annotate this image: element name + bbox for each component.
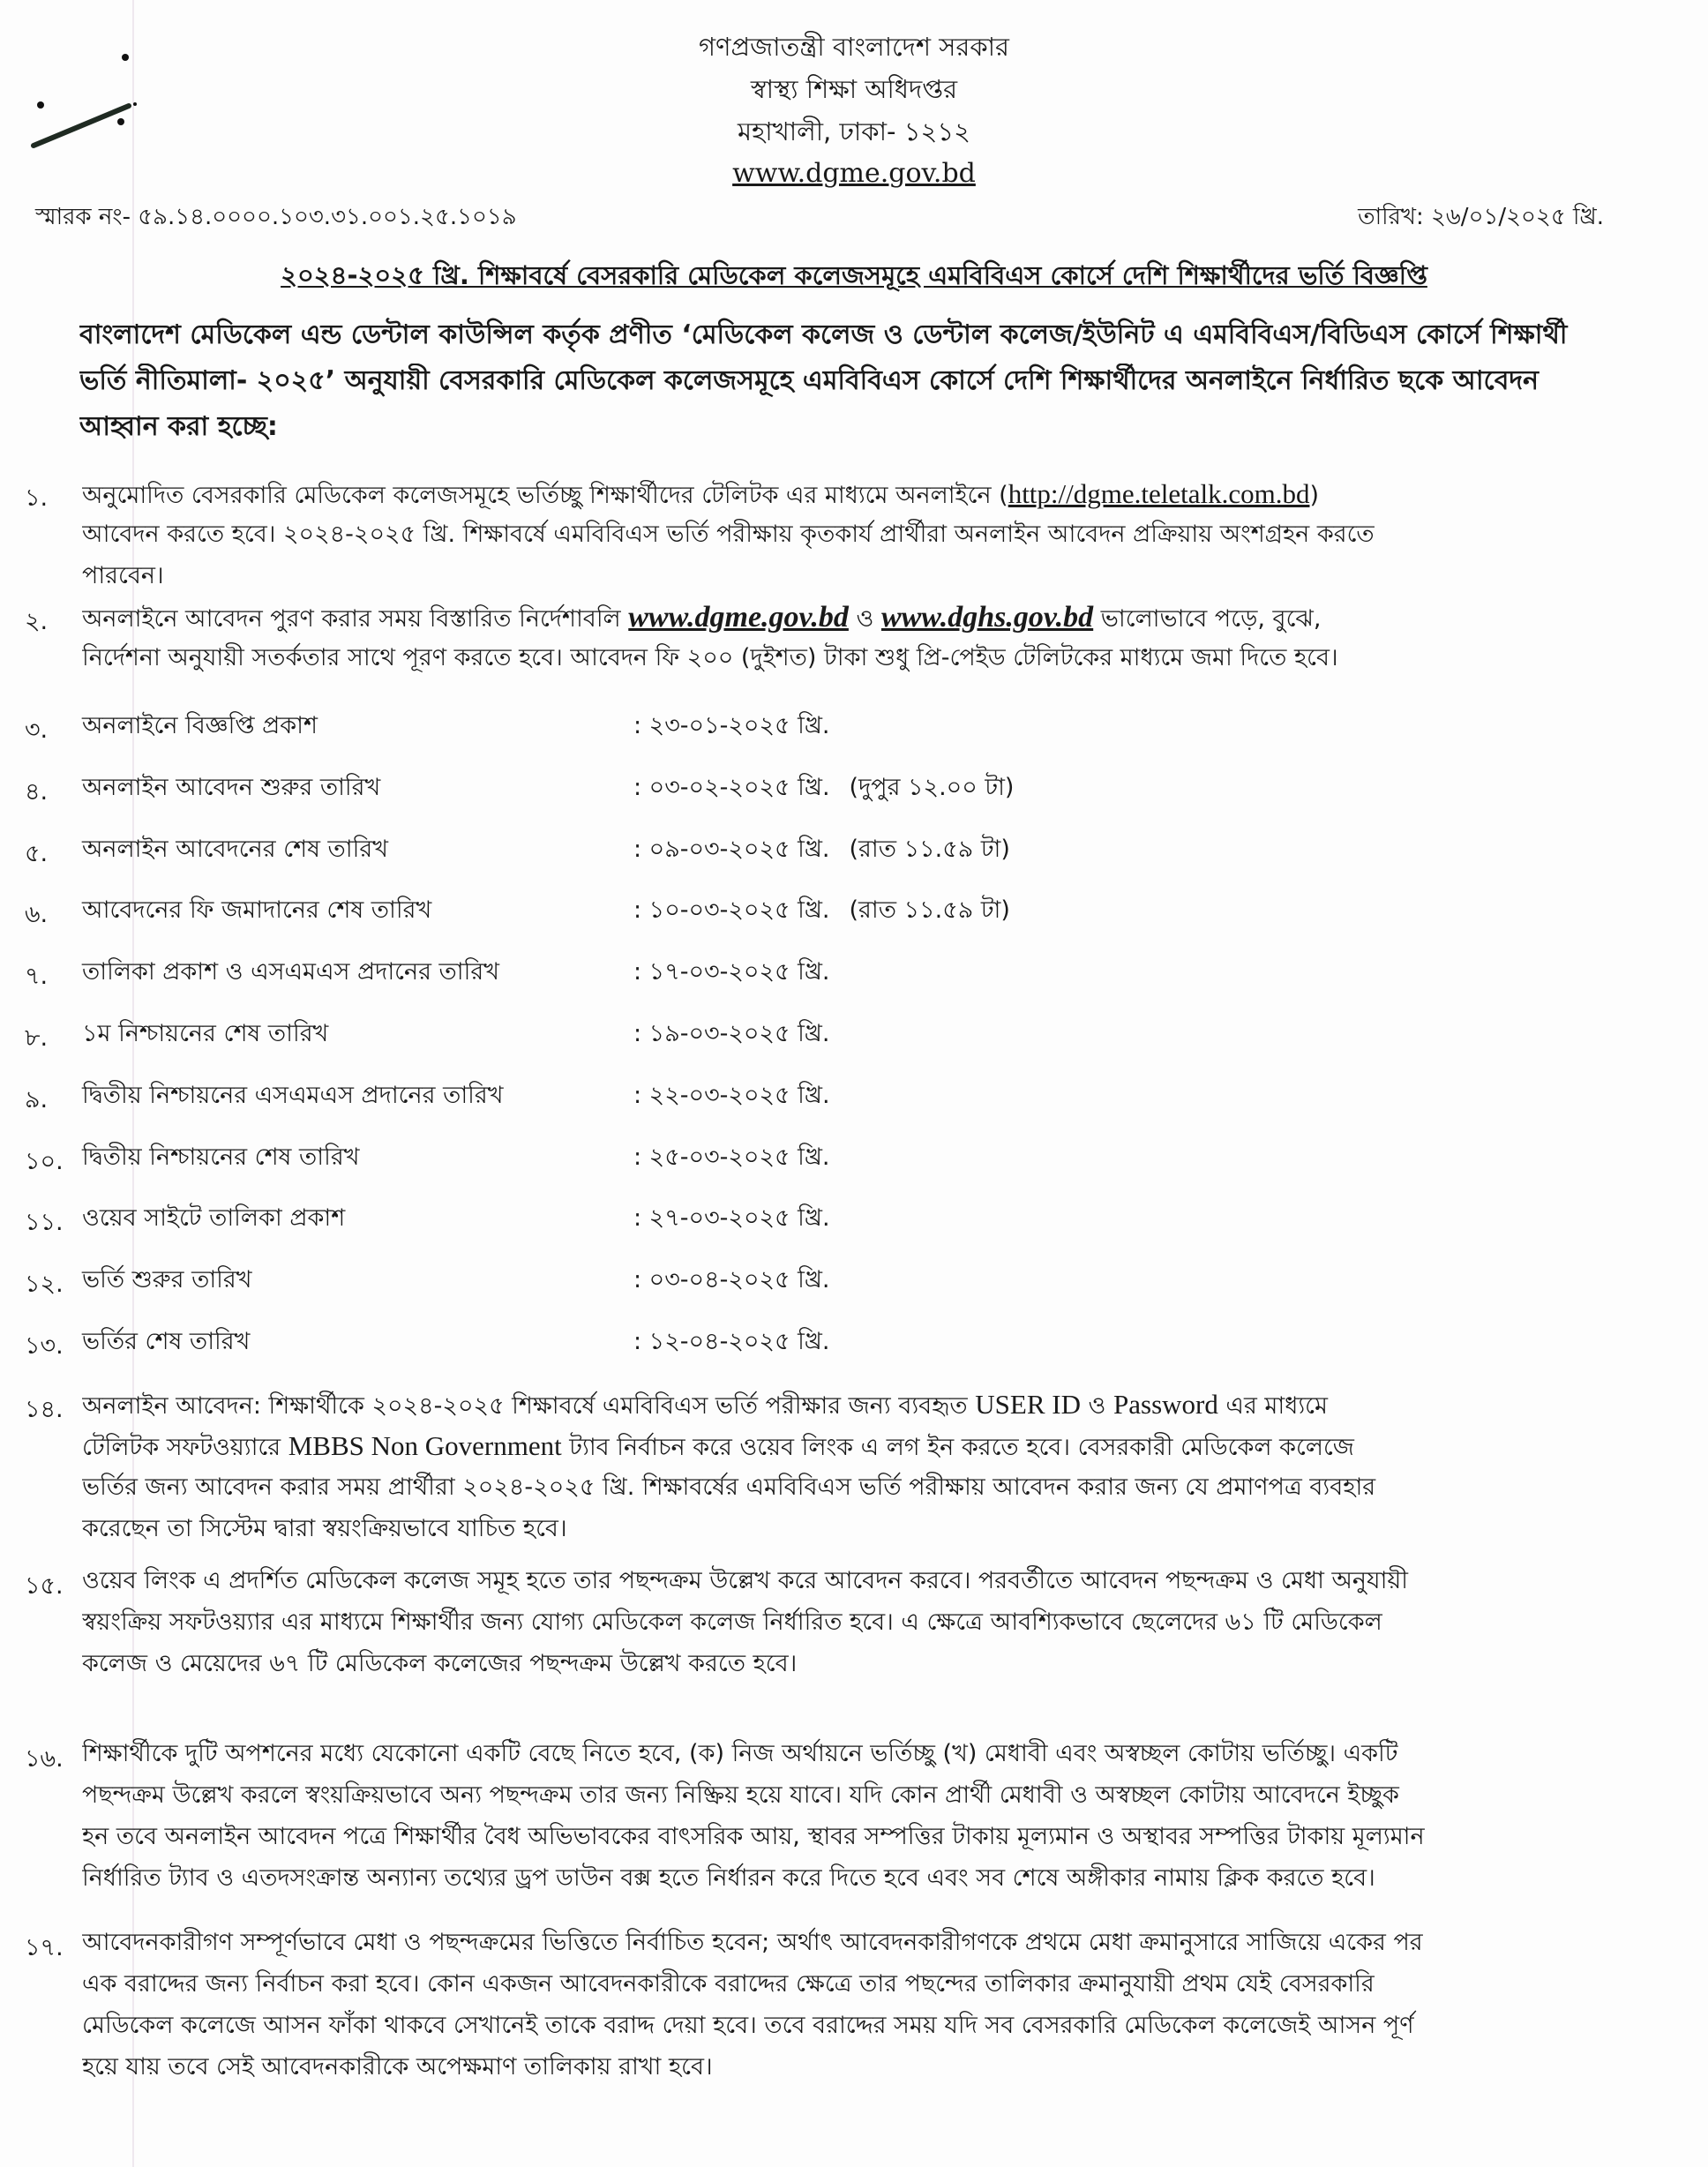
item-text: অনলাইন আবেদন: শিক্ষার্থীকে ২০২৪-২০২৫ শিক্ষাবর্ষে এমবিবিএস ভর্তি পরীক্ষার জন্য ব্যবহৃত [82,1392,976,1420]
item-number: ৮. [25,1024,49,1052]
schedule-label: অনলাইন আবেদন শুরুর তারিখ [82,774,381,801]
item-15-line: স্বয়ংক্রিয় সফটওয়্যার এর মাধ্যমে শিক্ষার্থীর জন্য যোগ্য মেডিকেল কলেজ নির্ধারিত হবে। এ ক্ষেত্রে আবশ্যিকভাবে ছেলেদের ৬১ টি মেডিকেল [82,1608,1382,1636]
intro-line: বাংলাদেশ মেডিকেল এন্ড ডেন্টাল কাউন্সিল কর্তৃক প্রণীত ‘মেডিকেল কলেজ ও ডেন্টাল কলেজ/ইউনিট এ এমবিবিএস/বিডিএস কোর্সে শিক্ষার্থী [79,319,1568,350]
schedule-time: (রাত ১১.৫৯ টা) [849,896,1010,924]
item-number: ২. [25,608,49,635]
schedule-date [633,1263,830,1298]
schedule-label: অনলাইনে বিজ্ঞপ্তি প্রকাশ [82,712,318,739]
memo-number: স্মারক নং- ৫৯.১৪.০০০০.১০৩.৩১.০০১.২৫.১০১৯ [35,204,517,230]
item-17-line: এক বরাদ্দের জন্য নির্বাচন করা হবে। কোন একজন আবেদনকারীকে বরাদ্দের ক্ষেত্রে তার পছন্দের তালিকার ক্রমানুযায়ী প্রথম যেই বেসরকারি [82,1970,1375,1998]
item-number: ১৭. [25,1934,64,1961]
schedule-date-value: : ০৩-০৪-২০২৫ খ্রি. [633,1266,830,1293]
schedule-time: (রাত ১১.৫৯ টা) [849,836,1010,863]
item-14-line: করেছেন তা সিস্টেম দ্বারা স্বয়ংক্রিয়ভাবে যাচিত হবে। [82,1515,567,1542]
schedule-date-value: : ১৭-০৩-২০২৫ খ্রি. [633,958,830,986]
item-number: ১৪. [25,1396,64,1423]
item-text: USER ID [975,1389,1081,1420]
item-number: ১. [25,484,49,512]
gov-name: গণপ্রজাতন্ত্রী বাংলাদেশ সরকার [698,32,1010,62]
website-link[interactable]: www.dgme.gov.bd [732,158,976,189]
schedule-date [633,770,1014,806]
item-1-line: আবেদন করতে হবে। ২০২৪-২০২৫ খ্রি. শিক্ষাবর্ষে এমবিবিএস ভর্তি পরীক্ষায় কৃতকার্য প্রার্থীরা অনলাইন আবেদন প্রক্রিয়ায় অংশগ্রহন করতে [82,521,1375,548]
item-number: ৩. [25,716,49,744]
notice-title: ২০২৪-২০২৫ খ্রি. শিক্ষাবর্ষে বেসরকারি মেডিকেল কলেজসমূহে এমবিবিএস কোর্সে দেশি শিক্ষার্থীদের ভর্তি বিজ্ঞপ্তি [281,260,1427,290]
item-number: ১১. [25,1209,64,1236]
item-16-line: শিক্ষার্থীকে দুটি অপশনের মধ্যে যেকোনো একটি বেছে নিতে হবে, (ক) নিজ অর্থায়নে ভর্তিচ্ছু (খ) মেধাবী এবং অস্বচ্ছল কোটায় ভর্তিচ্ছু। একটি [82,1740,1398,1767]
schedule-date [633,1016,829,1052]
dghs-link[interactable]: www.dghs.gov.bd [880,601,1094,634]
item-text: ভালোভাবে পড়ে, বুঝে, [1093,605,1322,633]
department-name: স্বাস্থ্য শিক্ষা অধিদপ্তর [750,74,958,104]
schedule-label: দ্বিতীয় নিশ্চায়নের শেষ তারিখ [82,1143,360,1171]
teletalk-link[interactable]: http://dgme.teletalk.com.bd [1008,478,1310,509]
item-14-line [82,1428,1604,1466]
item-text: এর মাধ্যমে [1217,1392,1329,1420]
schedule-date [633,1078,830,1113]
item-1-line [82,476,1604,514]
intro-line: আহ্বান করা হচ্ছে: [79,411,278,442]
schedule-label: ওয়েব সাইটে তালিকা প্রকাশ [82,1204,346,1232]
item-text: ও [848,605,881,633]
schedule-date-value: : ১২-০৪-২০২৫ খ্রি. [633,1328,830,1355]
item-15-line: কলেজ ও মেয়েদের ৬৭ টি মেডিকেল কলেজের পছন্দক্রম উল্লেখ করতে হবে। [82,1650,798,1677]
schedule-date [633,955,830,990]
item-14-line: ভর্তির জন্য আবেদন করার সময় প্রার্থীরা ২০২৪-২০২৫ খ্রি. শিক্ষাবর্ষের এমবিবিএস ভর্তি পরীক্ষায় আবেদন করার জন্য যে প্রমাণপত্র ব্যবহার [82,1473,1376,1501]
item-text: টেলিটক সফটওয়্যারে [82,1434,288,1461]
item-number: ৪. [25,778,49,806]
item-text: ট্যাব নির্বাচন করে ওয়েব লিংক এ লগ ইন করতে হবে। বেসরকারী মেডিকেল কলেজে [561,1434,1354,1461]
schedule-label: ভর্তি শুরুর তারিখ [82,1266,252,1293]
schedule-time: (দুপুর ১২.০০ টা) [849,774,1015,801]
schedule-label: তালিকা প্রকাশ ও এসএমএস প্রদানের তারিখ [82,958,499,986]
item-17-line: হয়ে যায় তবে সেই আবেদনকারীকে অপেক্ষমাণ তালিকায় রাখা হবে। [82,2053,713,2081]
item-number: ১৫. [25,1572,64,1600]
item-number: ১৬. [25,1745,64,1773]
item-text: Password [1113,1389,1218,1420]
schedule-label: অনলাইন আবেদনের শেষ তারিখ [82,836,388,863]
item-14-line [82,1387,1604,1424]
schedule-date-value: : ২৫-০৩-২০২৫ খ্রি. [633,1143,830,1171]
item-15-line: ওয়েব লিংক এ প্রদর্শিত মেডিকেল কলেজ সমূহ হতে তার পছন্দক্রম উল্লেখ করে আবেদন করবে। পরবর্তীতে আবেদন পছন্দক্রম ও মেধা অনুযায়ী [82,1567,1409,1594]
schedule-label: দ্বিতীয় নিশ্চায়নের এসএমএস প্রদানের তারিখ [82,1082,504,1109]
schedule-date-value: : ০৯-০৩-২০২৫ খ্রি. [633,836,830,863]
schedule-date [633,1201,830,1236]
dgme-link[interactable]: www.dgme.gov.bd [628,601,849,634]
item-number: ৫. [25,840,49,867]
schedule-date-value: : ২৩-০১-২০২৫ খ্রি. [633,712,830,739]
schedule-label: ১ম নিশ্চায়নের শেষ তারিখ [82,1020,329,1047]
item-2-line [82,600,1604,637]
item-number: ১২. [25,1271,64,1298]
item-number: ৭. [25,963,49,990]
pen-mark-icon [0,0,176,176]
schedule-label: আবেদনের ফি জমাদানের শেষ তারিখ [82,896,432,924]
item-1-line: পারবেন। [82,562,164,589]
item-number: ১৩. [25,1332,64,1360]
item-17-line: আবেদনকারীগণ সম্পূর্ণভাবে মেধা ও পছন্দক্রমের ভিত্তিতে নির্বাচিত হবেন; অর্থাৎ আবেদনকারীগণকে প্রথমে মেধা ক্রমানুসারে সাজিয়ে একের পর [82,1929,1423,1956]
schedule-date [633,832,1010,867]
item-17-line: মেডিকেল কলেজে আসন ফাঁকা থাকবে সেখানেই তাকে বরাদ্দ দেয়া হবে। তবে বরাদ্দের সময় যদি সব বেসরকারি মেডিকেল কলেজেই আসন পূর্ণ [82,2012,1414,2039]
item-text: ) [1309,482,1320,509]
item-number: ৬. [25,901,49,928]
item-text: অনলাইনে আবেদন পুরণ করার সময় বিস্তারিত নির্দেশাবলি [82,605,629,633]
item-number: ৯. [25,1086,49,1113]
item-text: MBBS Non Government [288,1430,562,1461]
schedule-date-value: : ১৯-০৩-২০২৫ খ্রি. [633,1020,830,1047]
schedule-date [633,1140,830,1175]
schedule-date [633,893,1010,928]
item-16-line: নির্ধারিত ট্যাব ও এতদসংক্রান্ত অন্যান্য তথ্যের ড্রপ ডাউন বক্স হতে নির্ধারন করে দিতে হবে এবং সব শেষে অঙ্গীকার নামায় ক্লিক করতে হবে। [82,1864,1375,1892]
schedule-date-value: : ২৭-০৩-২০২৫ খ্রি. [633,1204,830,1232]
issue-date: তারিখ: ২৬/০১/২০২৫ খ্রি. [1358,204,1604,230]
item-16-line: পছন্দক্রম উল্লেখ করলে স্বংয়ক্রিয়ভাবে অন্য পছন্দক্রম তার জন্য নিষ্ক্রিয় হয়ে যাবে। যদি কোন প্রার্থী মেধাবী ও অস্বচ্ছল কোটায় আবেদনে ইচ্ছুক [82,1781,1399,1809]
schedule-date-value: : ১০-০৩-২০২৫ খ্রি. [633,896,830,924]
item-number: ১০. [25,1148,64,1175]
address: মহাখালী, ঢাকা- ১২১২ [737,116,971,146]
schedule-date-value: : ২২-০৩-২০২৫ খ্রি. [633,1082,830,1109]
item-text: অনুমোদিত বেসরকারি মেডিকেল কলেজসমূহে ভর্তিচ্ছু শিক্ষার্থীদের টেলিটক এর মাধ্যমে অনলাইনে ( [82,482,1008,509]
item-16-line: হন তবে অনলাইন আবেদন পত্রে শিক্ষার্থীর বৈধ অভিভাবকের বাৎসরিক আয়, স্থাবর সম্পত্তির টাকায় মূল্যমান ও অস্থাবর সম্পত্তির টাকায় মূল্যমান [82,1823,1425,1850]
intro-line: ভর্তি নীতিমালা- ২০২৫’ অনুযায়ী বেসরকারি মেডিকেল কলেজসমূহে এমবিবিএস কোর্সে দেশি শিক্ষার্থীদের অনলাইনে নির্ধারিত ছকে আবেদন [79,365,1539,396]
schedule-date-value: : ০৩-০২-২০২৫ খ্রি. [633,774,830,801]
item-text: ও [1080,1392,1113,1420]
item-2-line: নির্দেশনা অনুযায়ী সতর্কতার সাথে পূরণ করতে হবে। আবেদন ফি ২০০ (দুইশত) টাকা শুধু প্রি-পেইড টেলিটকের মাধ্যমে জমা দিতে হবে। [82,644,1338,671]
schedule-date [633,1324,829,1360]
schedule-date [633,709,830,744]
schedule-label: ভর্তির শেষ তারিখ [82,1328,251,1355]
